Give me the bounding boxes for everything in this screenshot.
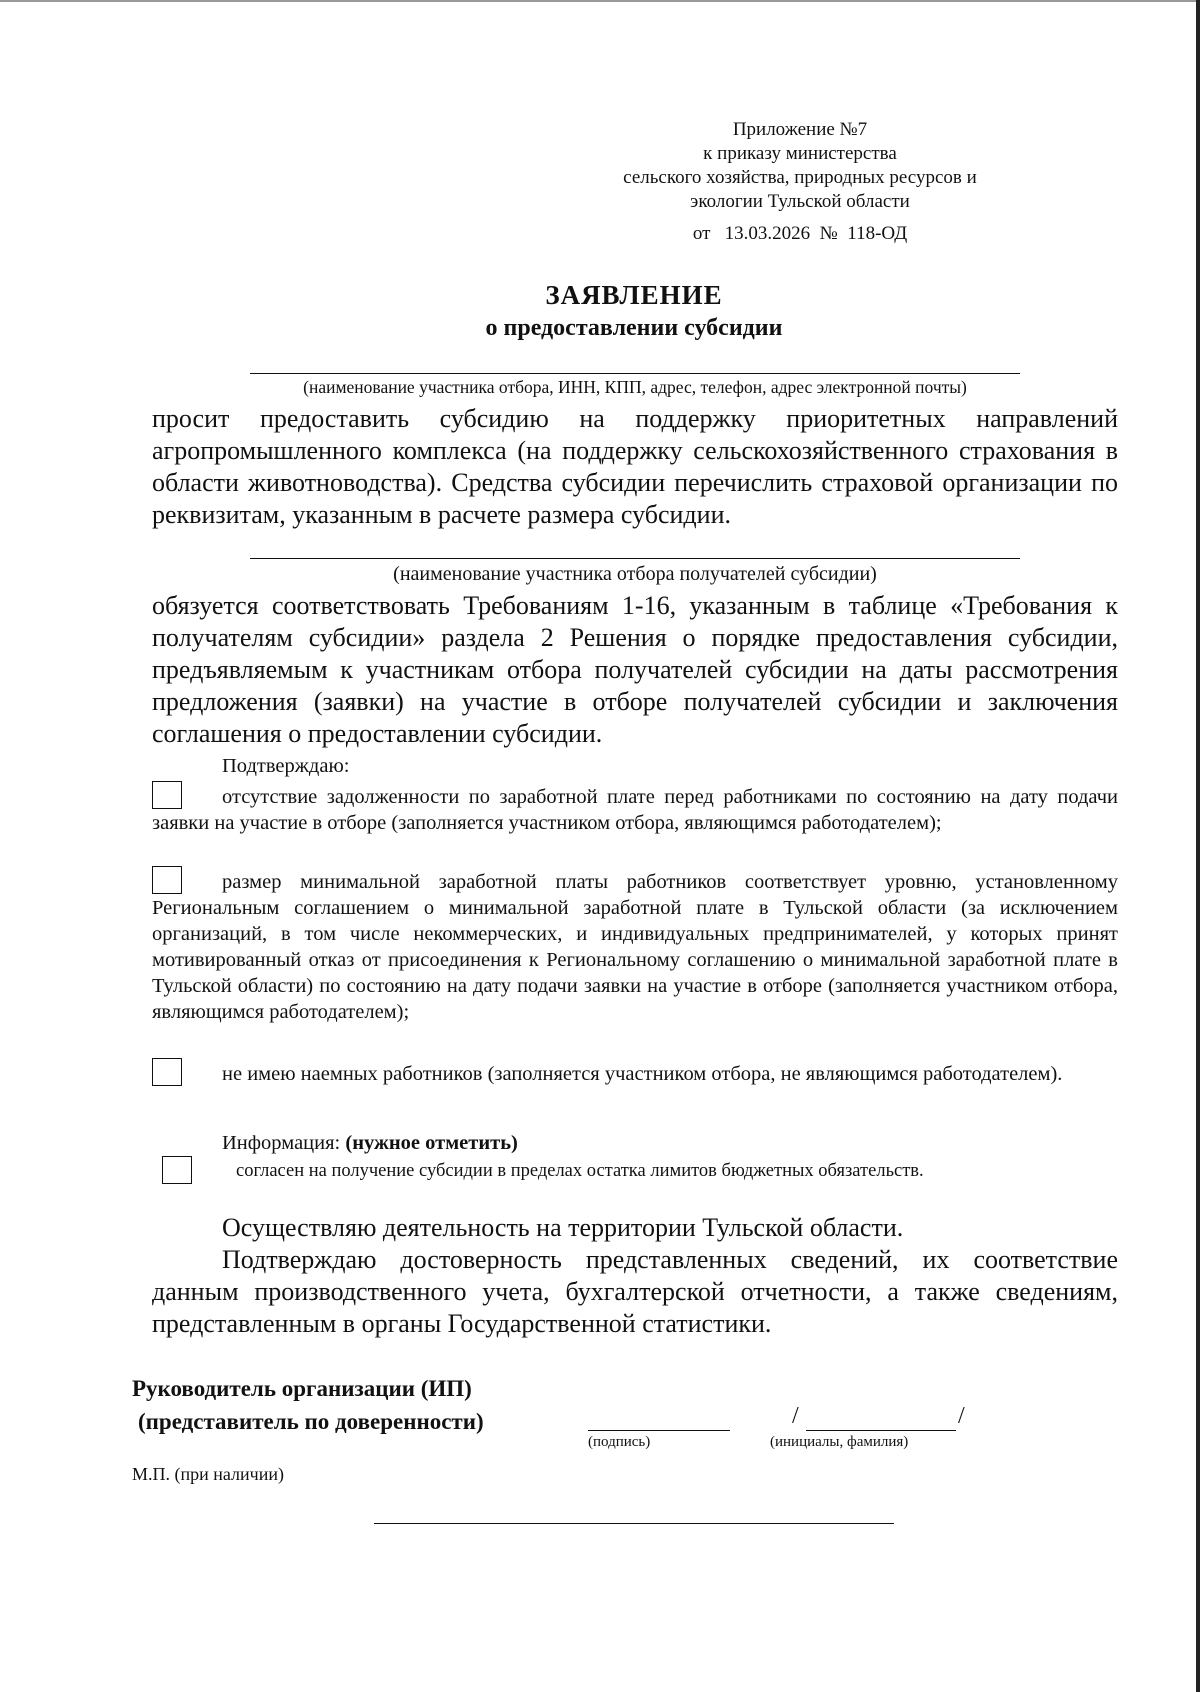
info-label: Информация: (222, 1132, 341, 1154)
scan-right-edge (1196, 0, 1200, 1692)
info-item-limit-consent: согласен на получение субсидии в пределах остатка лимитов бюджетных обязательств. (236, 1161, 924, 1181)
appendix-header (590, 118, 1010, 246)
recipient-name-field[interactable] (250, 558, 1020, 559)
recipient-name-caption: (наименование участника отбора получателей субсидии) (393, 563, 877, 585)
info-heading (222, 1130, 518, 1156)
title-sub: о предоставлении субсидии (485, 315, 783, 341)
number-prefix: № (819, 223, 838, 244)
appendix-line: к приказу министерства (703, 143, 897, 164)
info-emphasis: (нужное отметить) (345, 1132, 518, 1154)
confirm-item-wage-debt: отсутствие задолженности по заработной плате перед работниками по состоянию на дату подачи заявки на участие в отборе (заполняется участником отбора, являющимся работодателем); (152, 786, 1118, 834)
stamp-note: М.П. (при наличии) (132, 1464, 284, 1484)
signer-role-line1: Руководитель организации (ИП) (132, 1376, 472, 1401)
name-slash-left: / (792, 1403, 799, 1429)
order-date-line (590, 222, 1010, 246)
order-date: 13.03.2026 (724, 223, 811, 244)
document-title (0, 278, 1200, 344)
appendix-line: сельского хозяйства, природных ресурсов и (623, 167, 977, 188)
signer-role (132, 1372, 484, 1438)
signature-field[interactable] (588, 1430, 730, 1431)
checkbox-limit-consent[interactable] (162, 1156, 192, 1184)
initials-surname-field[interactable] (806, 1430, 956, 1431)
title-main: ЗАЯВЛЕНИЕ (545, 280, 723, 310)
scan-top-edge (0, 0, 1200, 2)
confirm-item-min-wage: размер минимальной заработной платы работников соответствует уровню, установленному Региональным соглашением о минимальной заработной плате в Тульской области (за исключением организаций, в том числе некоммерческих, и индивидуальных предпринимателей, у которых принят мотивированный отказ от присоединения к Региональному соглашению о минимальной заработной плате в Тульской области) по состоянию на дату подачи заявки на участие в отборе (заполняется участником отбора, являющимся работодателем); (152, 871, 1118, 1023)
obligation-paragraph: обязуется соответствовать Требованиям 1-16, указанным в таблице «Требования к получателям субсидии» раздела 2 Решения о порядке предоставления субсидии, предъявляемым к участникам отбора получателей субсидии на даты рассмотрения предложения (заявки) на участие в отборе получателей субсидии и заключения соглашения о предоставлении субсидии. (152, 591, 1118, 748)
activity-statement: Осуществляю деятельность на территории Тульской области. (222, 1213, 904, 1242)
appendix-line: Приложение №7 (732, 119, 868, 140)
appendix-line: экологии Тульской области (690, 191, 910, 212)
applicant-info-field[interactable] (250, 373, 1020, 374)
bottom-divider (374, 1523, 894, 1524)
applicant-info-caption: (наименование участника отбора, ИНН, КПП, адрес, телефон, адрес электронной почты) (303, 377, 967, 397)
accuracy-statement: Подтверждаю достоверность представленных сведений, их соответствие данным производственного учета, бухгалтерской отчетности, а также сведениям, представленным в органы Государственной статистики. (152, 1245, 1118, 1338)
signature-caption: (подпись) (588, 1434, 651, 1450)
order-number: 118-ОД (847, 223, 908, 244)
date-prefix: от (692, 223, 711, 244)
initials-surname-caption: (инициалы, фамилия) (770, 1434, 909, 1450)
name-slash-right: / (958, 1403, 965, 1429)
confirm-item-no-employees: не имею наемных работников (заполняется участником отбора, не являющимся работодателем). (222, 1063, 1063, 1085)
request-paragraph: просит предоставить субсидию на поддержку приоритетных направлений агропромышленного комплекса (на поддержку сельскохозяйственного страхования в области животноводства). Средства субсидии перечислить страховой организации по реквизитам, указанным в расчете размера субсидии. (152, 404, 1118, 529)
signer-role-line2: (представитель по доверенности) (138, 1409, 484, 1434)
confirm-heading: Подтверждаю: (222, 755, 350, 777)
